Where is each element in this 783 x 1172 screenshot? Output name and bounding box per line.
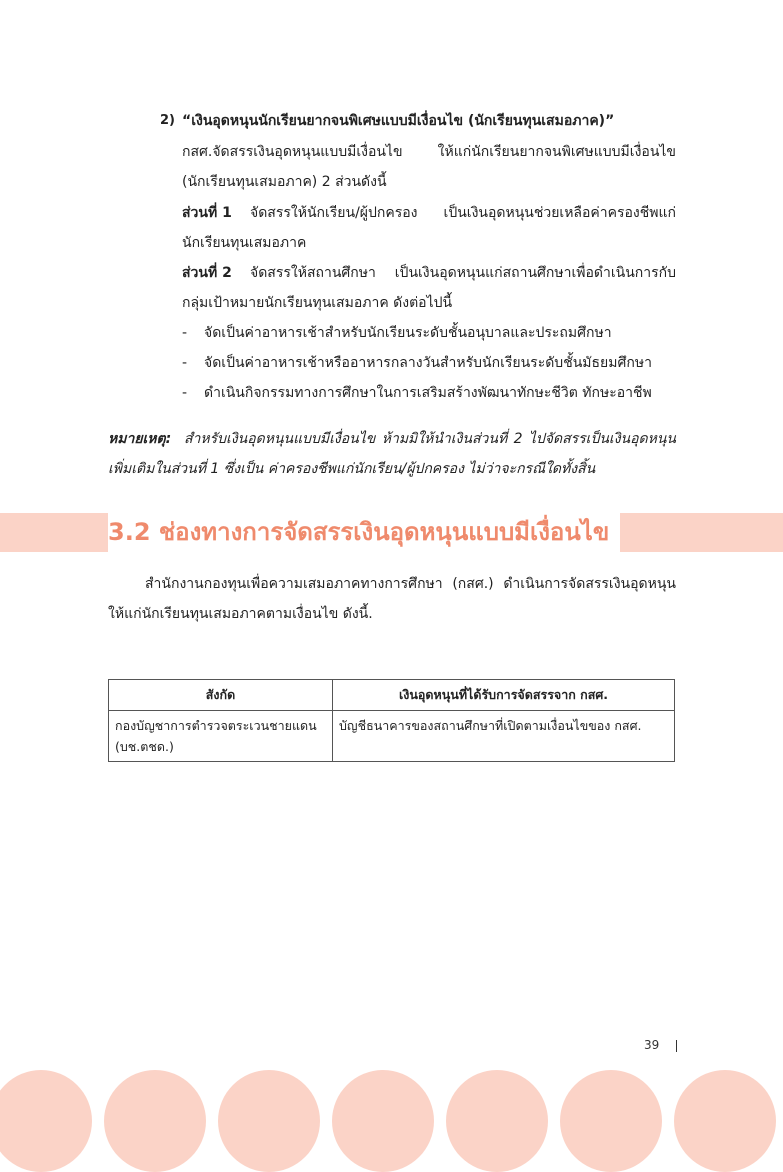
item-intro-line2: (นักเรียนทุนเสมอภาค) 2 ส่วนดังนี้ [182,174,387,190]
item-intro-line1: กสศ.จัดสรรเงินอุดหนุนแบบมีเงื่อนไข ให้แก่นักเรียนยากจนพิเศษแบบมีเงื่อนไข [182,144,676,160]
decorative-circle [332,1070,434,1172]
decorative-circle [446,1070,548,1172]
bullet-marker: - [182,355,188,371]
section-body-line1: สำนักงานกองทุนเพื่อความเสมอภาคทางการศึกษา (กสศ.) ดำเนินการจัดสรรเงินอุดหนุน [145,576,676,592]
allocation-table [108,679,675,762]
bullet-item: ดำเนินกิจกรรมทางการศึกษาในการเสริมสร้างพัฒนาทักษะชีวิต ทักษะอาชีพ [204,385,652,401]
part2-line2: กลุ่มเป้าหมายนักเรียนทุนเสมอภาค ดังต่อไปนี้ [182,295,453,311]
decorative-circle [218,1070,320,1172]
table-header-row [109,680,675,711]
part1-line2: นักเรียนทุนเสมอภาค [182,235,307,251]
decorative-circle [674,1070,776,1172]
decorative-circle [560,1070,662,1172]
table-header-cell: สังกัด [109,680,333,711]
page-number-divider [676,1040,677,1052]
table-row [109,711,675,762]
part2-label: ส่วนที่ 2 [182,265,232,281]
decorative-circle [104,1070,206,1172]
bullet-marker: - [182,385,188,401]
note-line1: สำหรับเงินอุดหนุนแบบมีเงื่อนไข ห้ามมิให้นำเงินส่วนที่ 2 ไปจัดสรรเป็นเงินอุดหนุน [184,431,676,447]
table-cell-funding-channel: บัญชีธนาคารของสถานศึกษาที่เปิดตามเงื่อนไขของ กสศ. [333,711,675,762]
item-title: “เงินอุดหนุนนักเรียนยากจนพิเศษแบบมีเงื่อนไข (นักเรียนทุนเสมอภาค)” [182,113,615,129]
part1-line1: จัดสรรให้นักเรียน/ผู้ปกครอง เป็นเงินอุดหนุนช่วยเหลือค่าครองชีพแก่ [250,205,676,221]
table-cell-affiliation: กองบัญชาการตำรวจตระเวนชายแดน (บช.ตชด.) [109,711,333,762]
bullet-marker: - [182,325,188,341]
bullet-item: จัดเป็นค่าอาหารเช้าสำหรับนักเรียนระดับชั้นอนุบาลและประถมศึกษา [204,325,612,341]
part2-line1: จัดสรรให้สถานศึกษา เป็นเงินอุดหนุนแก่สถานศึกษาเพื่อดำเนินการกับ [250,265,676,281]
section-body-line2: ให้แก่นักเรียนทุนเสมอภาคตามเงื่อนไข ดังนี้. [108,606,373,622]
item-number: 2) [160,113,175,128]
bullet-item: จัดเป็นค่าอาหารเช้าหรืออาหารกลางวันสำหรับนักเรียนระดับชั้นมัธยมศึกษา [204,355,652,371]
decorative-circle [0,1070,92,1172]
part1-label: ส่วนที่ 1 [182,205,232,221]
section-title: 3.2 ช่องทางการจัดสรรเงินอุดหนุนแบบมีเงื่อนไข [108,518,610,546]
note-label: หมายเหตุ: [108,431,172,447]
page-number: 39 [644,1038,660,1052]
table-header-cell: เงินอุดหนุนที่ได้รับการจัดสรรจาก กสศ. [333,680,675,711]
note-line2: เพิ่มเติมในส่วนที่ 1 ซึ่งเป็น ค่าครองชีพแก่นักเรียน/ผู้ปกครอง ไม่ว่าจะกรณีใดทั้งสิ้น [108,461,596,477]
